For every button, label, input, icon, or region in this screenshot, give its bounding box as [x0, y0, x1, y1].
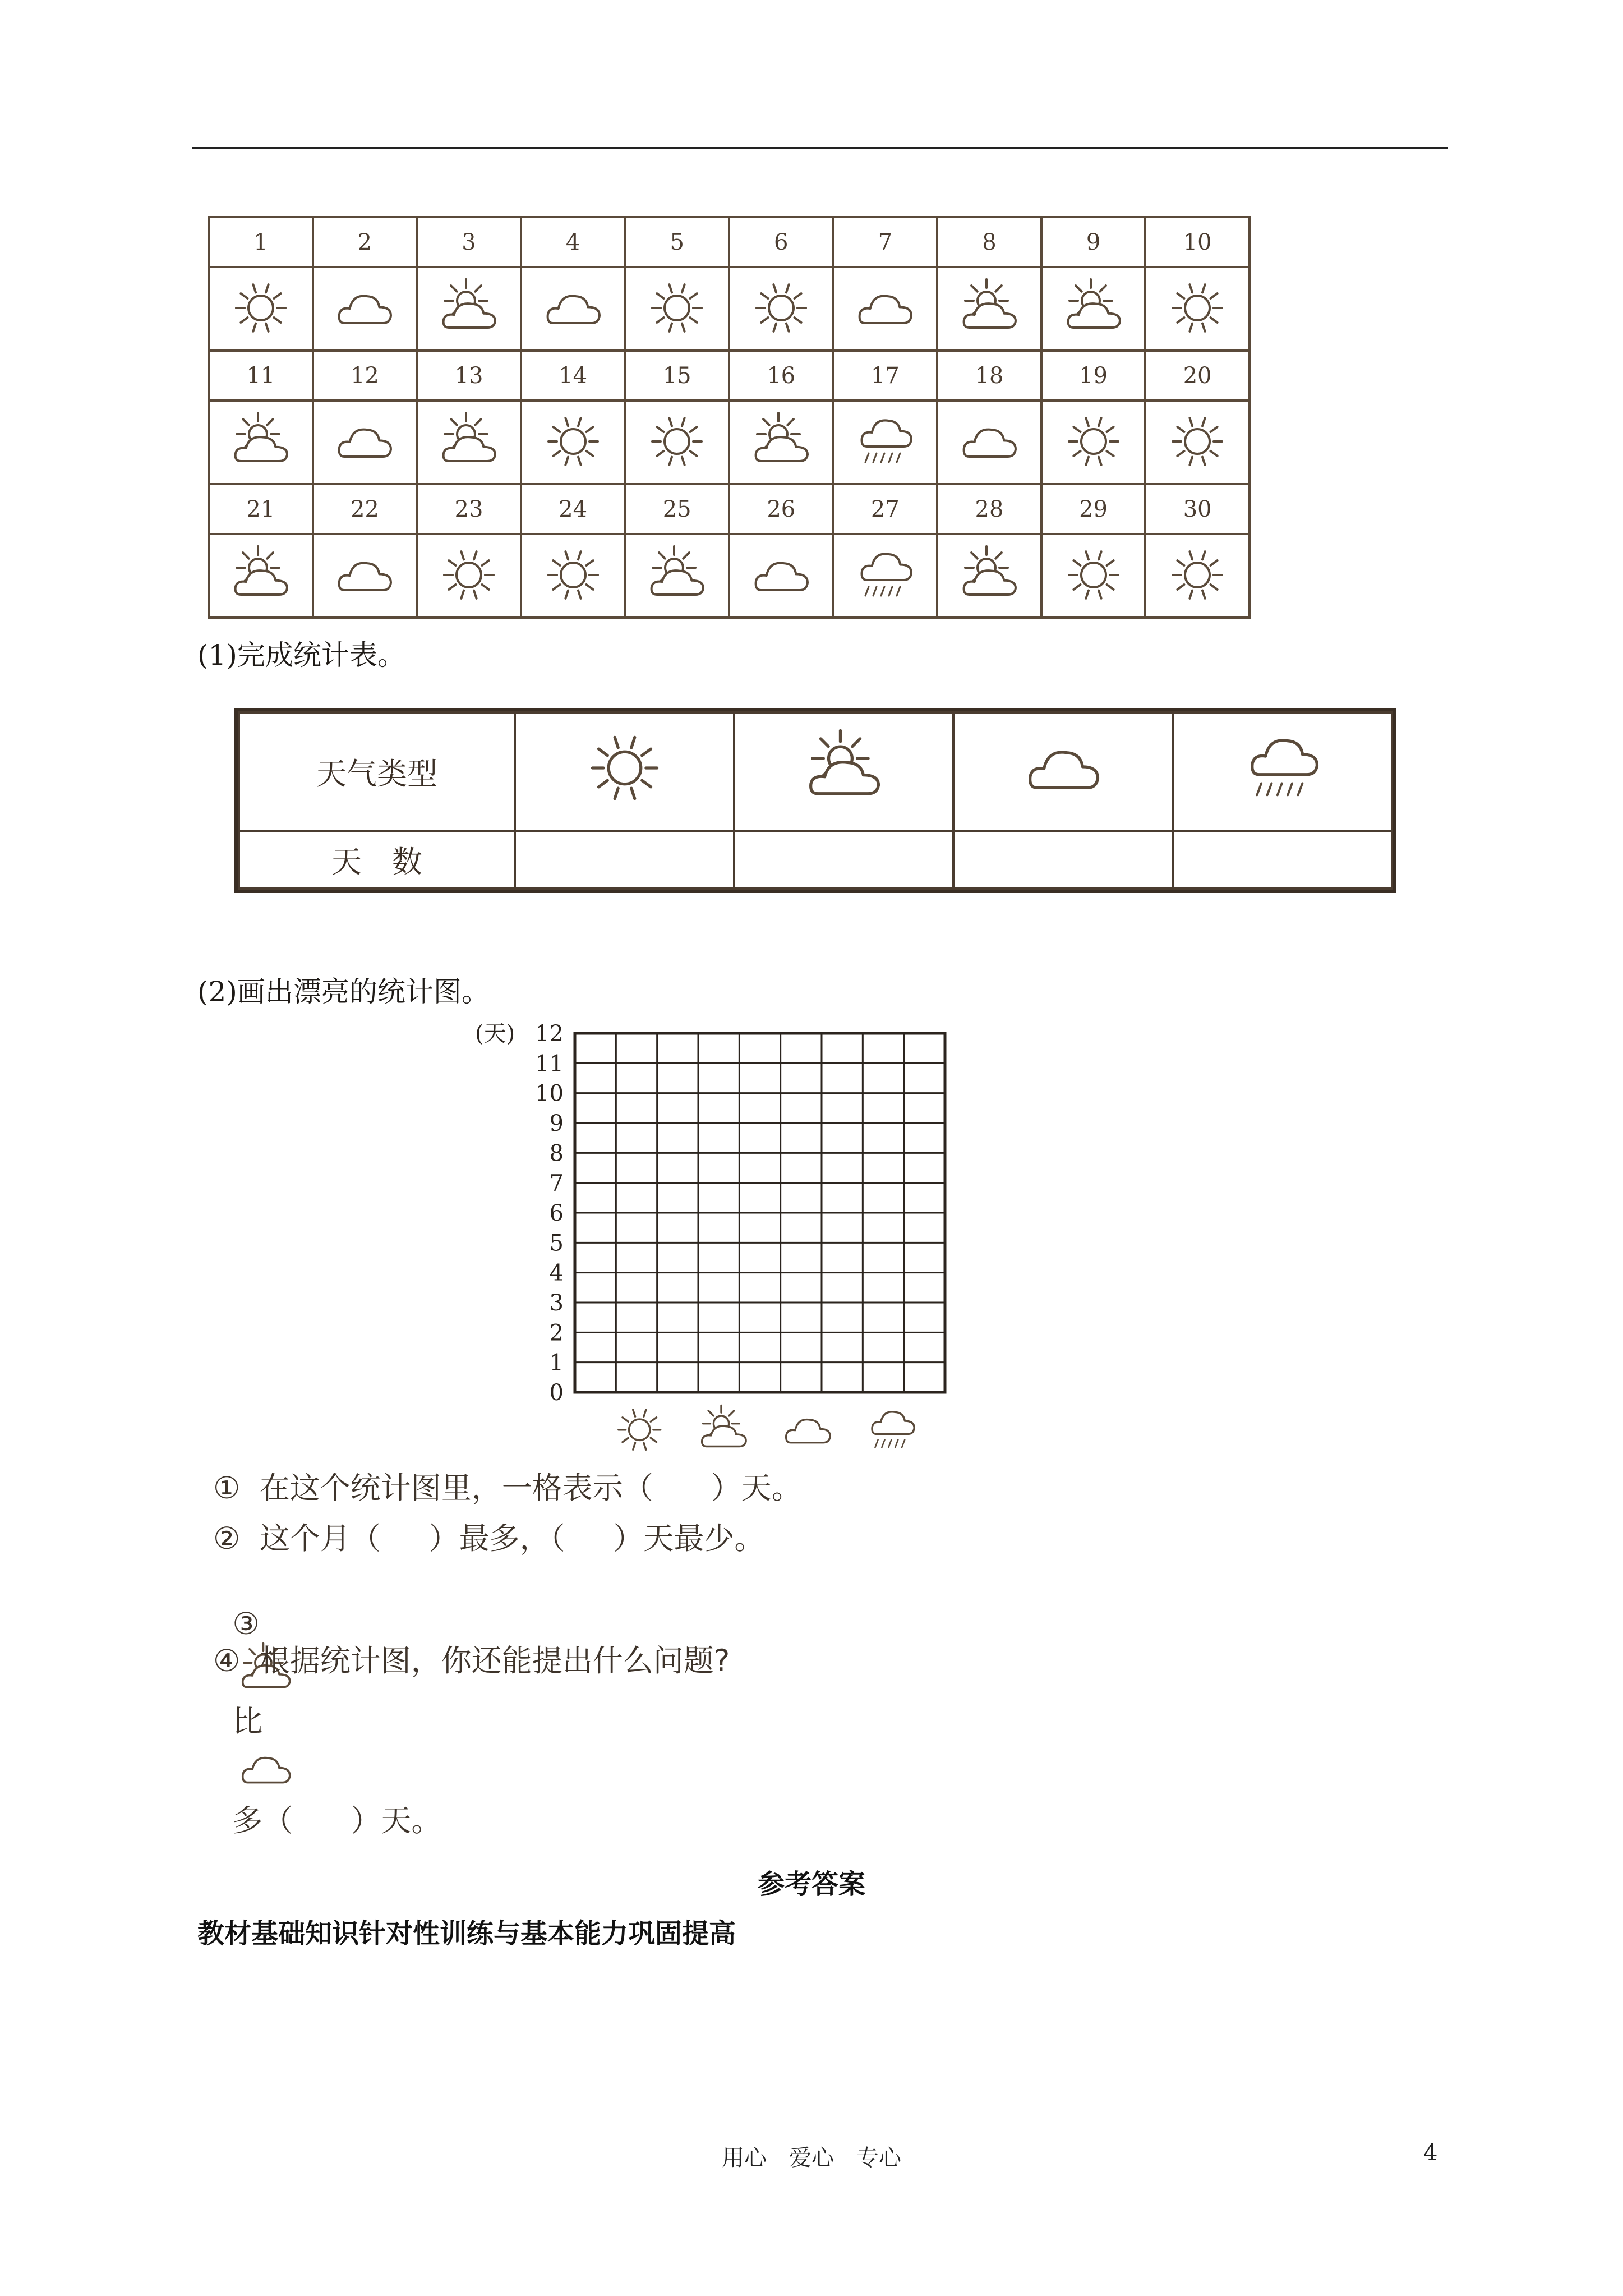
- calendar-weather-cell: [313, 401, 417, 484]
- weather-type-row: [239, 712, 1392, 831]
- calendar-day-number: 6: [729, 217, 833, 267]
- calendar-day-number: 10: [1145, 217, 1249, 267]
- cloudy-icon: [328, 544, 401, 606]
- calendar-day-number: 20: [1145, 351, 1249, 401]
- sun-cloud-icon: [432, 277, 505, 339]
- calendar-day-number: 14: [521, 351, 625, 401]
- sun-cloud-icon: [224, 411, 297, 472]
- cloudy-icon: [1016, 726, 1111, 810]
- y-tick-label: 9: [549, 1111, 564, 1137]
- calendar-weather-cell: [1041, 267, 1146, 351]
- y-tick-label: 5: [549, 1230, 564, 1257]
- y-tick-label: 4: [549, 1260, 564, 1286]
- sub-question-2: ② 这个月（ ）最多，（ ）天最少。: [213, 1521, 765, 1556]
- y-tick-label: 12: [535, 1021, 564, 1047]
- statistics-table: [234, 708, 1396, 893]
- calendar-day-number-row: [209, 217, 1249, 267]
- sub-question-3-tail: 多（ ）天。: [232, 1803, 442, 1838]
- rainy-icon: [849, 411, 921, 472]
- calendar-weather-cell: [1145, 401, 1249, 484]
- cloudy-icon: [537, 277, 610, 339]
- sunny-icon: [1057, 544, 1130, 606]
- y-tick-label: 10: [535, 1080, 564, 1107]
- calendar-weather-cell: [1145, 534, 1249, 618]
- cloudy-icon: [328, 277, 401, 339]
- calendar-weather-cell: [521, 267, 625, 351]
- calendar-weather-cell: [417, 401, 521, 484]
- weather-calendar: [208, 216, 1251, 611]
- calendar-weather-cell: [521, 534, 625, 618]
- answer-title: 参考答案: [757, 1869, 865, 1900]
- calendar-weather-cell: [833, 401, 938, 484]
- sub-question-3: [213, 1571, 441, 1840]
- sunny-icon: [224, 277, 297, 339]
- calendar-weather-cell: [1145, 267, 1249, 351]
- sunny-icon: [577, 726, 672, 810]
- sun-cloud-type-cell: [734, 712, 953, 831]
- calendar-day-number: 16: [729, 351, 833, 401]
- calendar-day-number: 5: [625, 217, 729, 267]
- calendar-weather-cell: [1041, 534, 1146, 618]
- calendar-day-number: 8: [937, 217, 1041, 267]
- rainy-icon: [1235, 726, 1330, 810]
- calendar-day-number: 17: [833, 351, 938, 401]
- y-unit-label: (天): [475, 1021, 515, 1047]
- y-tick-label: 3: [549, 1290, 564, 1316]
- sunny-icon: [432, 544, 505, 606]
- calendar-weather-cell: [313, 267, 417, 351]
- sunny-icon: [640, 411, 713, 472]
- y-tick-label: 0: [549, 1380, 564, 1406]
- cloudy-axis-icon: [786, 1420, 831, 1443]
- calendar-weather-cell: [313, 534, 417, 618]
- footer-motto: 用心 爱心 专心: [722, 2145, 901, 2171]
- calendar-weather-cell: [209, 267, 313, 351]
- calendar-weather-cell: [625, 534, 729, 618]
- calendar-weather-cell: [833, 267, 938, 351]
- calendar-day-number: 21: [209, 484, 313, 534]
- calendar-day-number: 29: [1041, 484, 1146, 534]
- calendar-weather-cell: [209, 534, 313, 618]
- rainy-type-cell: [1173, 712, 1392, 831]
- sun-cloud-icon: [432, 411, 505, 472]
- calendar-weather-row: [209, 534, 1249, 618]
- calendar-weather-row: [209, 401, 1249, 484]
- calendar-day-number: 11: [209, 351, 313, 401]
- calendar-day-number: 18: [937, 351, 1041, 401]
- sunny-type-cell: [515, 712, 734, 831]
- sub-question-1: ① 在这个统计图里，一格表示（ ）天。: [213, 1470, 802, 1506]
- cloudy-icon: [328, 411, 401, 472]
- calendar-day-number: 23: [417, 484, 521, 534]
- sunny-icon: [1161, 277, 1234, 339]
- sunny-count-blank[interactable]: [515, 831, 734, 889]
- calendar-day-number: 3: [417, 217, 521, 267]
- calendar-day-number: 28: [937, 484, 1041, 534]
- sunny-icon: [1161, 411, 1234, 472]
- calendar-weather-cell: [521, 401, 625, 484]
- calendar-weather-cell: [937, 401, 1041, 484]
- day-count-header: 天 数: [239, 831, 515, 889]
- sun-cloud-axis-icon: [702, 1405, 746, 1446]
- rainy-count-blank[interactable]: [1173, 831, 1392, 889]
- y-tick-label: 11: [535, 1051, 564, 1077]
- calendar-day-number-row: [209, 484, 1249, 534]
- calendar-weather-cell: [937, 534, 1041, 618]
- calendar-day-number: 1: [209, 217, 313, 267]
- calendar-day-number: 4: [521, 217, 625, 267]
- cloudy-icon: [232, 1741, 299, 1797]
- calendar-weather-cell: [417, 267, 521, 351]
- calendar-day-number: 2: [313, 217, 417, 267]
- page-number: 4: [1423, 2140, 1438, 2166]
- calendar-weather-cell: [833, 534, 938, 618]
- calendar-weather-cell: [1041, 401, 1146, 484]
- cloudy-icon: [953, 411, 1026, 472]
- y-tick-label: 2: [549, 1320, 564, 1346]
- calendar-day-number: 30: [1145, 484, 1249, 534]
- blank-grid-chart: [449, 1021, 965, 1470]
- calendar-day-number-row: [209, 351, 1249, 401]
- day-count-row: [239, 831, 1392, 889]
- sunny-icon: [537, 544, 610, 606]
- sun-cloud-count-blank[interactable]: [734, 831, 953, 889]
- y-tick-label: 6: [549, 1200, 564, 1226]
- weather-type-header: 天气类型: [239, 712, 515, 831]
- sun-cloud-icon: [953, 277, 1026, 339]
- calendar-weather-row: [209, 267, 1249, 351]
- cloudy-type-cell: [953, 712, 1173, 831]
- y-tick-label: 1: [549, 1350, 564, 1376]
- sunny-icon: [1057, 411, 1130, 472]
- sunny-icon: [537, 411, 610, 472]
- calendar-day-number: 15: [625, 351, 729, 401]
- calendar-day-number: 24: [521, 484, 625, 534]
- sun-cloud-icon: [953, 544, 1026, 606]
- calendar-day-number: 7: [833, 217, 938, 267]
- calendar-weather-cell: [729, 267, 833, 351]
- calendar-weather-cell: [729, 401, 833, 484]
- sunny-icon: [640, 277, 713, 339]
- calendar-weather-cell: [209, 401, 313, 484]
- cloudy-icon: [232, 1749, 299, 1784]
- calendar-weather-cell: [937, 267, 1041, 351]
- sunny-icon: [1161, 544, 1234, 606]
- calendar-weather-cell: [729, 534, 833, 618]
- cloudy-icon: [745, 544, 818, 606]
- sub-question-3-number: ③: [232, 1606, 260, 1641]
- sub-question-3-compare: 比: [232, 1704, 263, 1739]
- calendar-day-number: 13: [417, 351, 521, 401]
- calendar-weather-cell: [417, 534, 521, 618]
- weather-calendar-table: [208, 216, 1251, 619]
- cloudy-count-blank[interactable]: [953, 831, 1173, 889]
- question-2-label: (2)画出漂亮的统计图。: [197, 976, 490, 1008]
- calendar-day-number: 19: [1041, 351, 1146, 401]
- sun-cloud-icon: [745, 411, 818, 472]
- sunny-axis-icon: [619, 1410, 661, 1450]
- calendar-weather-cell: [625, 401, 729, 484]
- calendar-day-number: 12: [313, 351, 417, 401]
- header-rule: [192, 147, 1448, 149]
- y-tick-label: 7: [549, 1170, 564, 1197]
- cloudy-icon: [849, 277, 921, 339]
- calendar-day-number: 27: [833, 484, 938, 534]
- answer-subtitle: 教材基础知识针对性训练与基本能力巩固提高: [197, 1918, 736, 1949]
- calendar-day-number: 26: [729, 484, 833, 534]
- sun-cloud-icon: [796, 726, 892, 810]
- sun-cloud-icon: [224, 544, 297, 606]
- calendar-day-number: 9: [1041, 217, 1146, 267]
- rainy-icon: [849, 544, 921, 606]
- sunny-icon: [745, 277, 818, 339]
- calendar-day-number: 22: [313, 484, 417, 534]
- calendar-weather-cell: [625, 267, 729, 351]
- calendar-day-number: 25: [625, 484, 729, 534]
- sub-question-4: ④ 根据统计图，你还能提出什么问题?: [213, 1643, 730, 1678]
- rainy-axis-icon: [872, 1412, 914, 1447]
- y-tick-label: 8: [549, 1140, 564, 1167]
- sun-cloud-icon: [640, 544, 713, 606]
- question-1-label: (1)完成统计表。: [197, 639, 405, 671]
- sun-cloud-icon: [1057, 277, 1130, 339]
